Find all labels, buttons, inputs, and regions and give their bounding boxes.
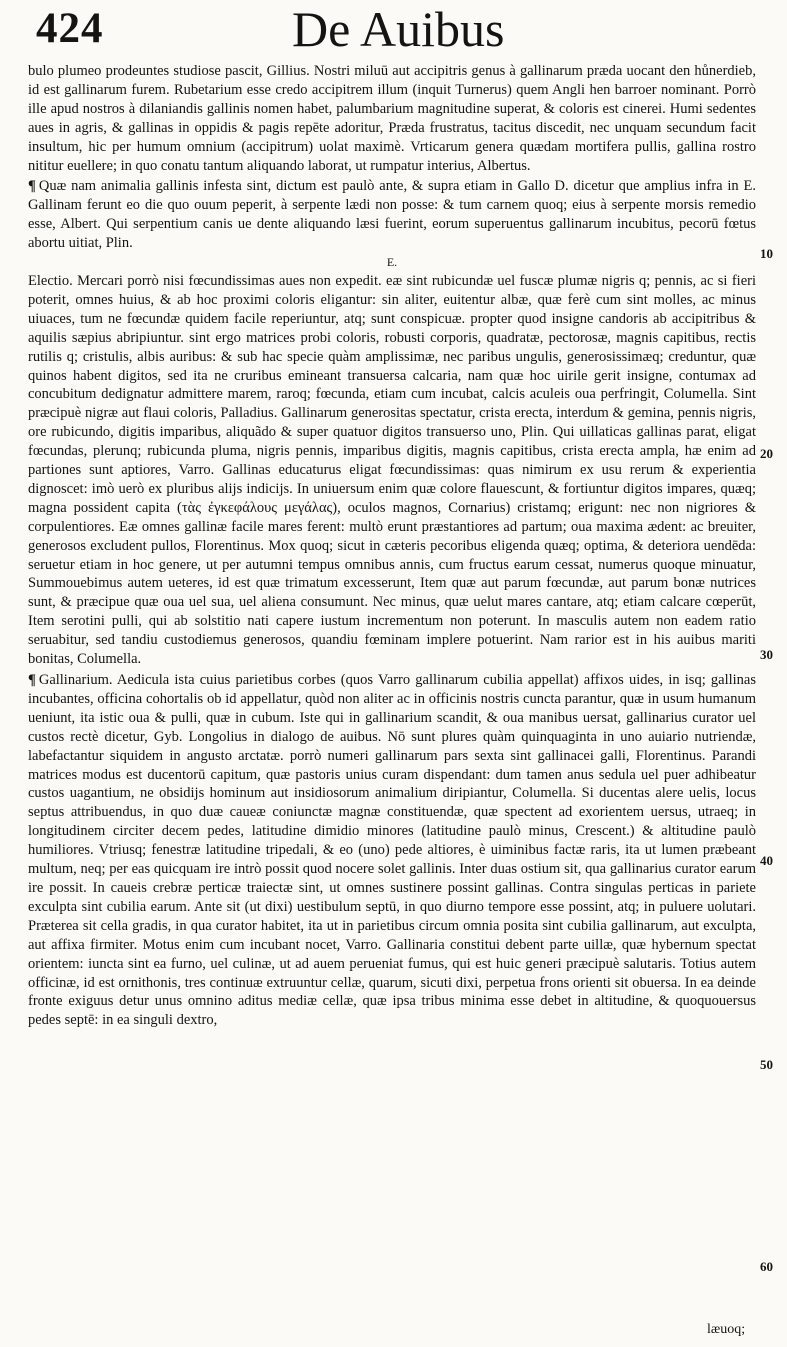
- paragraph-intro: bulo plumeo prodeuntes studiose pascit, Gillius. Nostri miluū aut accipitris genus à gallinarum præda uocant den hůnerdieb, id est gallinarum furem. Rubetarium esse credo accipitrem illum (inquit Turnerus) quem Angli hen barroer nominant. Porrò ille apud nostros à dilaniandis gallinis nomen habet, palumbarium magnitudine superat, & coloris est cinerei. Humi sedentes aues in agris, & gallinas in oppidis & pagis repēte adoritur, Præda frustratus, tacitus discedit, nec unquam secundum facit insultum, hic per humum omnium (accipitrum) uolat maximè. Vrticarum genera quædam mortifera pullis, gallina rostro nititur euellere; in quo conatu tantum aliquando laborat, ut rumpatur interius, Albertus.: [28, 63, 756, 174]
- section-letter-e: E.: [386, 255, 398, 270]
- page-number: 424: [36, 5, 104, 52]
- paragraph-enemies: [28, 177, 756, 253]
- margin-number: 50: [760, 1057, 773, 1072]
- margin-number: 10: [760, 246, 773, 261]
- margin-number: 60: [760, 1259, 773, 1274]
- text-block: [28, 62, 756, 1030]
- pilcrow-icon: ¶: [28, 178, 36, 195]
- paragraph-gallinarium: [28, 671, 756, 1030]
- paragraph-gallinarium-text: Gallinarium. Aedicula ista cuius parietibus corbes (quos Varro gallinarum cubilia appellat) affixos uides, in isq; gallinas incubantes, officina cohortalis ob id appellatur, quòd non aliter ac in officinis nostris cuncta parantur, quæ in usum humanum ueniunt, ita istic oua & pulli, quæ in cubum. Iste qui in gallinarium scandit, & oua manibus uersat, gallinarius curator uel custos rectè dicetur, Gyb. Longolius in dialogo de auibus. Nō sunt plures quàm quinquaginta in uno auiario nutriendæ, labefactantur siquidem in angusto arctatæ. porrò numeri gallinarum pars sexta sint gallinacei galli, Florentinus. Parandi matrices modus est ducentorū capitum, quæ pastoris unius curam dispendant: dum tamen anus sedula uel puer adhibeatur custos uagantium, ne obsidijs hominum aut insidiosorum animalium diripiantur, Columella. Si ducentas alere uelis, locus septus attribuendus, in quo duæ caueæ coniunctæ magnæ constituendæ, quæ spectent ad exorientem uersus, utraeq; in longitudinem circiter decem pedes, latitudine dimidio minores (latitudine paulò minus, Crescent.) & altitudine paulò humiliores. Vtriusq; fenestræ latitudine tripedali, & eo (uno) pede altiores, è uiminibus factæ raris, ita ut lumen præbeant multum, neq; per eas quicquam ire intrò possit quod nocere solet gallinis. Inter duas ostium sit, qua gallinarius curator earum ire possit. In caueis crebræ perticæ traiectæ sint, ut omnes sustinere possint gallinas. Contra singulas perticas in pariete exculpta sint cubilia earum. Ante sit (ut dixi) uestibulum septū, in quo diurno tempore esse possint, atq; in puluere uolutari. Præterea sit cella gradis, in qua curator habitet, ita ut in parietibus circum omnia posita sint cubilia gallinarum, aut exculpta, aut affixa firmiter. Motus enim cum incubant nocet, Varro. Gallinaria constitui debent parte uillæ, quæ hybernum spectat orientem: iuncta sint ea furno, uel culinæ, ut ad auem perueniat fumus, qui est huic generi præcipuè salutaris. Totius autem officinæ, id est ornithonis, tres continuæ extruuntur cellæ, quarum, sicuti dixi, perpetua frons orienti sit obuersa. In ea deinde fronte exiguus detur unus omnino aditus mediæ cellæ, quæ ipsa tribus minima esse debet in altitudine, & quoquouersus pedes septē: in ea singuli dextro,: [28, 672, 756, 1029]
- pilcrow-icon: ¶: [28, 672, 36, 688]
- catchword: læuoq;: [707, 1322, 746, 1337]
- margin-number: 20: [760, 446, 773, 461]
- running-title: De Auibus: [292, 1, 505, 57]
- page-header: [30, 0, 770, 62]
- margin-number: 40: [760, 853, 773, 868]
- paragraph-electio: Electio. Mercari porrò nisi fœcundissimas aues non expedit. eæ sint rubicundæ uel fuscæ plumæ nigris q; pennis, ac si fieri poterit, omnes huius, & ab hoc proximi coloris eligantur: sin aliter, euitentur albæ, quæ ferè cum sint molles, ac minus uiuaces, tum ne fœcundæ quidem facile reperiuntur, atq; sunt conspicuæ. propter quod insigne candoris ab accipitribus & aquilis sæpius abripiuntur. sint ergo matrices probi coloris, robusti corporis, quadratæ, pectorosæ, magnis capitibus, rectis rutilis q; cristulis, albis auribus: & sub hac specie quàm amplissimæ, nec paribus ungulis, generosissimæq; creduntur, quæ quinos habent digitos, sed ita ne cruribus emineant transuersa calcaria, nam quæ hoc uirile gerit insigne, contumax ad concubitum dedignatur admittere marem, raroq; fœcunda, etiam cum incubat, calcis aculeis oua perfringit, Columella. Sint præcipuè nigræ aut flaui coloris, Palladius. Gallinarum generositas spectatur, crista erecta, interdum & gemina, pennis nigris, ore rubicundo, digitis imparibus, aliquãdo & super quatuor digitos transuerso uno, Plin. Qui uillaticas gallinas parat, eligat fœcundas, plerunq; rubicunda pluma, nigris pennis, imparibus digitis, magnis capitibus, crista erecta ampla, hæ enim ad partiones sunt aptiores, Varro. Gallinas educaturus eligat fœcundissimas: quas nimirum ex usu rerum & experientia dignoscet: imò uerò ex pluribus alijs indicijs. In uniuersum enim quæ colore flauescunt, & fortiuntur digitos impares, quæq; magna possident capita (τὰς ἐγκεφάλους μεγάλας), oculos magnos, Cornarius) cristamq; erigunt: nec non nigriores & corpulentiores. Eæ omnes gallinæ facile mares ferent: multò erunt præstantiores ad partum; oua maxima ædent: ac breuiter, generosos excludent pullos, Florentinus. Mox quoq; sicut in cæteris pecoribus eligenda quæq; optima, & deteriora uendēda: seruetur etiam in hoc genere, ut per autumni tempus omnibus annis, cum fructus earum cessat, numerus quoque minuatur, Summouebimus autem ueteres, id est quæ trimatum excesserunt, Item quæ aut parum fœcundæ, aut parum bonæ nutrices sunt, & præcipue quæ oua uel sua, uel aliena consumunt. Nec minus, quæ uelut mares cantare, atq; etiam calcare cœperūt, Item serotini pulli, qui ab solstitio nati capere iustum incrementum non poterunt. In masculis autem non eadem ratio seruabitur, sed tandiu custodiemus generosos, quandiu fœminam implere potuerint. Nam rarior est in his auibus mariti bonitas, Columella.: [28, 272, 756, 668]
- paragraph-enemies-text: Quæ nam animalia gallinis infesta sint, dictum est paulò ante, & supra etiam in Gallo D. dicetur que amplius infra in E. Gallinam ferunt eo die quo ouum peperit, à serpente lædi non posse: & tum carnem quoq; eius à serpente morsis remedio esse, Albert. Qui serpentium canis ue dente aliquando læsi fuerint, eorum superuentus gallinarum incubitus, pecorū fœtus abortu uitiat, Plin.: [28, 178, 756, 252]
- margin-number: 30: [760, 647, 773, 662]
